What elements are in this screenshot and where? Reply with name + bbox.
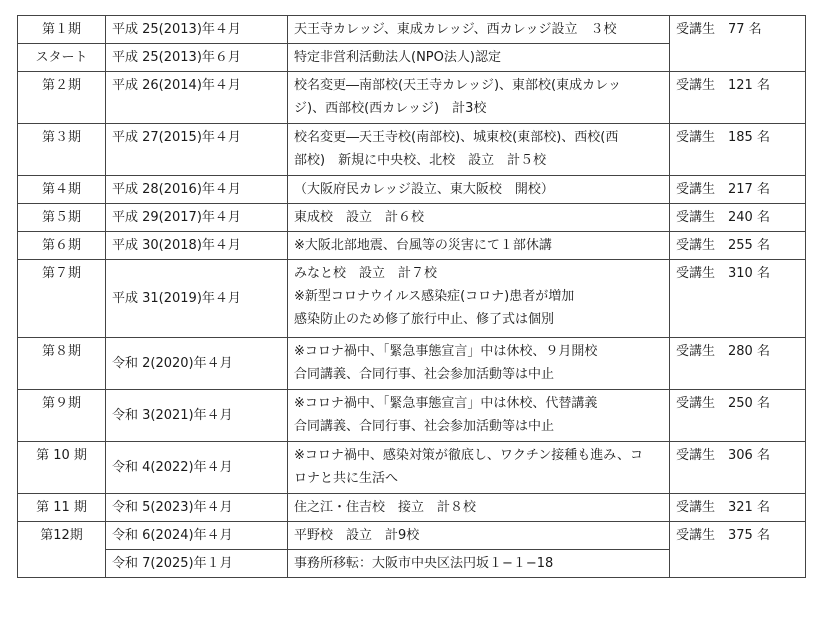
count-cell: 受講生 306 名: [670, 442, 806, 494]
event-line: 東成校 設立 計６校: [294, 210, 425, 225]
event-line: 校名変更―南部校(天王寺カレッジ)、東部校(東成カレッ: [294, 78, 621, 93]
count-cell: 受講生 250 名: [670, 390, 806, 442]
count-cell: 受講生 321 名: [670, 494, 806, 522]
event-cell: [288, 176, 670, 204]
event-cell: [288, 124, 670, 176]
event-line: ※コロナ禍中、感染対策が徹底し、ワクチン接種も進み、コ: [294, 448, 644, 463]
event-cell: [288, 232, 670, 260]
date-cell: 令和 3(2021)年４月: [106, 390, 288, 442]
date-cell: 平成 26(2014)年４月: [106, 72, 288, 124]
count-cell: 受講生 375 名: [670, 522, 806, 578]
event-cell: [288, 550, 670, 578]
event-cell: [288, 522, 670, 550]
table-row: [18, 72, 806, 124]
date-cell: 令和 4(2022)年４月: [106, 442, 288, 494]
table-row: [18, 522, 806, 550]
event-line: ロナと共に生活へ: [294, 471, 399, 486]
event-line: ※コロナ禍中、「緊急事態宣言」中は休校、代替講義: [294, 396, 598, 411]
table-row: [18, 232, 806, 260]
table-row: [18, 260, 806, 338]
period-cell: 第 10 期: [18, 442, 106, 494]
count-cell: 受講生 217 名: [670, 176, 806, 204]
event-cell: [288, 204, 670, 232]
event-line: ジ)、西部校(西カレッジ) 計3校: [294, 101, 487, 116]
event-line: 天王寺カレッジ、東成カレッジ、西カレッジ設立 ３校: [294, 22, 617, 37]
event-cell: [288, 16, 670, 44]
period-cell: 第１期: [18, 16, 106, 44]
count-cell: 受講生 280 名: [670, 338, 806, 390]
period-cell: 第５期: [18, 204, 106, 232]
count-cell: 受講生 121 名: [670, 72, 806, 124]
count-cell: 受講生 240 名: [670, 204, 806, 232]
period-cell: 第３期: [18, 124, 106, 176]
period-cell: 第６期: [18, 232, 106, 260]
period-cell: 第７期: [18, 260, 106, 338]
period-cell: 第８期: [18, 338, 106, 390]
count-cell: 受講生 77 名: [670, 16, 806, 72]
history-table: [17, 15, 806, 578]
period-cell: スタート: [18, 44, 106, 72]
event-cell: [288, 390, 670, 442]
history-table-container: [17, 15, 806, 578]
date-cell: 平成 28(2016)年４月: [106, 176, 288, 204]
event-cell: [288, 494, 670, 522]
count-cell: 受講生 185 名: [670, 124, 806, 176]
event-line: 事務所移転：大阪市中央区法円坂１−１−18: [294, 556, 554, 571]
event-line: 平野校 設立 計9校: [294, 528, 420, 543]
event-line: 合同講義、合同行事、社会参加活動等は中止: [294, 367, 555, 382]
date-cell: 令和 6(2024)年４月: [106, 522, 288, 550]
event-line: ※コロナ禍中、「緊急事態宣言」中は休校、９月開校: [294, 344, 598, 359]
event-cell: [288, 44, 670, 72]
date-cell: 令和 5(2023)年４月: [106, 494, 288, 522]
table-row: [18, 338, 806, 390]
count-cell: 受講生 255 名: [670, 232, 806, 260]
date-cell: 平成 25(2013)年４月: [106, 16, 288, 44]
date-cell: 平成 29(2017)年４月: [106, 204, 288, 232]
date-cell: 平成 31(2019)年４月: [106, 260, 288, 338]
event-line: （大阪府民カレッジ設立、東大阪校 開校）: [294, 182, 554, 197]
period-cell: 第12期: [18, 522, 106, 578]
period-cell: 第 11 期: [18, 494, 106, 522]
event-cell: [288, 338, 670, 390]
table-row: [18, 124, 806, 176]
table-row: [18, 442, 806, 494]
period-cell: 第９期: [18, 390, 106, 442]
event-line: みなと校 設立 計７校: [294, 266, 438, 281]
event-line: 合同講義、合同行事、社会参加活動等は中止: [294, 419, 555, 434]
event-line: ※大阪北部地震、台風等の災害にて１部休講: [294, 238, 552, 253]
table-row: [18, 494, 806, 522]
event-cell: [288, 442, 670, 494]
event-line: 特定非営利活動法人(NPO法人)認定: [294, 50, 501, 65]
date-cell: 令和 7(2025)年１月: [106, 550, 288, 578]
event-line: 感染防止のため修了旅行中止、修了式は個別: [294, 312, 555, 327]
table-row: [18, 176, 806, 204]
date-cell: 平成 25(2013)年６月: [106, 44, 288, 72]
event-cell: [288, 260, 670, 338]
table-row: [18, 390, 806, 442]
event-line: 部校) 新規に中央校、北校 設立 計５校: [294, 153, 547, 168]
count-cell: 受講生 310 名: [670, 260, 806, 338]
table-row: [18, 204, 806, 232]
date-cell: 平成 30(2018)年４月: [106, 232, 288, 260]
period-cell: 第４期: [18, 176, 106, 204]
table-row: [18, 16, 806, 44]
event-cell: [288, 72, 670, 124]
event-line: ※新型コロナウイルス感染症(コロナ)患者が増加: [294, 289, 575, 304]
date-cell: 平成 27(2015)年４月: [106, 124, 288, 176]
period-cell: 第２期: [18, 72, 106, 124]
event-line: 住之江・住吉校 接立 計８校: [294, 500, 477, 515]
date-cell: 令和 2(2020)年４月: [106, 338, 288, 390]
event-line: 校名変更―天王寺校(南部校)、城東校(東部校)、西校(西: [294, 130, 619, 145]
